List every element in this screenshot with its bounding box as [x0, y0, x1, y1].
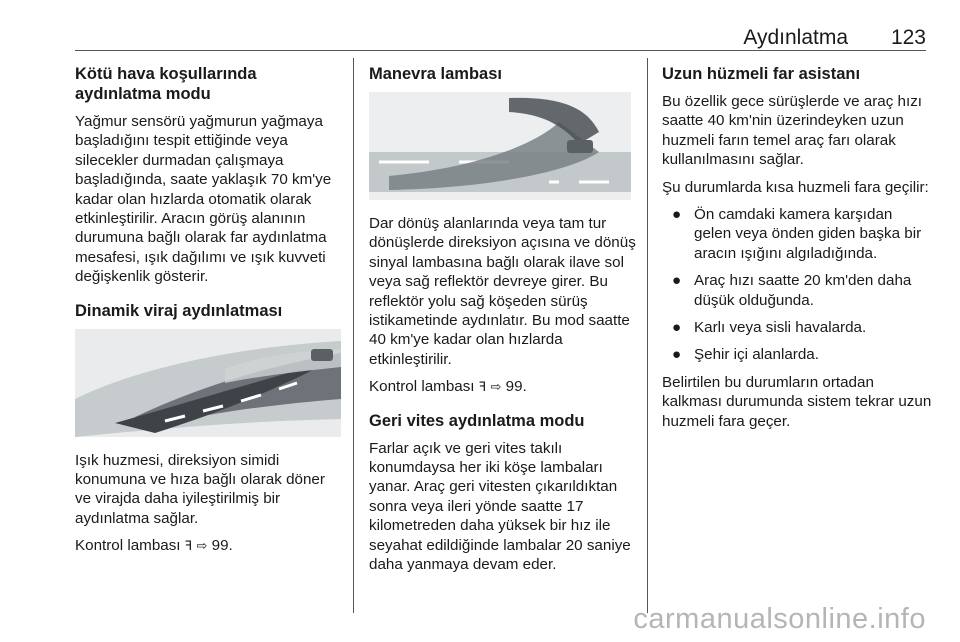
list-item: ● Ön camdaki kamera karşıdan gelen veya önden giden başka bir aracın ışığını algıladığında.: [672, 206, 922, 262]
page-ref-arrow-icon: ⇨: [196, 538, 208, 554]
list-item: ● Karlı veya sisli havalarda.: [672, 319, 867, 337]
heading-dynamic-curve-lighting: Dinamik viraj aydınlatması: [75, 301, 283, 320]
heading-bad-weather-lighting: Kötü hava koşullarında aydınlatma modu: [75, 65, 257, 103]
condition-list: [662, 205, 932, 365]
column-2: [369, 64, 637, 583]
bullet-icon: ●: [672, 206, 682, 224]
bullet-icon: ●: [672, 346, 682, 364]
paragraph: Bu özellik gece sürüşlerde ve araç hızı saatte 40 km'nin üzerindeyken uzun huzmeli farın temel araç farı olarak kullanılmasını sağlar.: [662, 93, 923, 169]
paragraph: Işık huzmesi, direksiyon simidi konumuna ve hıza bağlı olarak döner ve virajda daha iyileştirilmiş bir aydınlatma sağlar.: [75, 451, 325, 527]
page-ref: 99.: [505, 378, 527, 396]
paragraph: Farlar açık ve geri vites takılı konumdaysa her iki köşe lambaları yanar. Araç geri vitesten çıkarıldıktan sonra veya ileri yönde saatte 17 kilometreden daha yüksek bir hız ile seyahat edildiğinde lambalar 20 saniye daha yanmaya devam eder.: [369, 439, 631, 574]
curve-lighting-illustration: [75, 329, 341, 437]
bullet-icon: ●: [672, 319, 682, 337]
paragraph: Yağmur sensörü yağmurun yağmaya başladığını tespit ettiğinde veya silecekler durmadan çalışmaya başladığında, saate yaklaşık 70 km'ye kadar olan hızlarda otomatik olarak etkinleştirilir. Aracın görüş alanının durumuna bağlı olarak far aydınlatma mesafesi, ışık dağılımı ve ışık kuvveti değişkenlik gösterir.: [75, 113, 332, 286]
page-header: [0, 0, 960, 50]
heading-cornering-light: Manevra lambası: [369, 65, 502, 83]
control-lamp-label: Kontrol lambası: [75, 537, 181, 555]
paragraph: Şu durumlarda kısa huzmeli fara geçilir:: [662, 178, 929, 196]
page-ref: 99.: [211, 537, 233, 555]
control-lamp-reference: [75, 536, 343, 555]
control-lamp-label: Kontrol lambası: [369, 378, 475, 396]
bullet-icon: ●: [672, 272, 682, 290]
header-rule: [75, 50, 926, 51]
list-item: ● Şehir içi alanlarda.: [672, 346, 819, 364]
paragraph: Belirtilen bu durumların ortadan kalkması durumunda sistem tekrar uzun huzmeli fara geçer.: [662, 373, 932, 430]
list-item: ● Araç hızı saatte 20 km'den daha düşük olduğunda.: [672, 272, 912, 309]
heading-reverse-lighting: Geri vites aydınlatma modu: [369, 411, 585, 430]
column-1: [75, 64, 343, 564]
page-number: 123: [890, 26, 926, 49]
column-divider: [647, 58, 648, 613]
curve-light-lamp-icon: ꟻ: [478, 379, 487, 395]
column-3: [662, 64, 932, 439]
paragraph: Dar dönüş alanlarında veya tam tur dönüşlerde direksiyon açısına ve dönüş sinyal lambasına bağlı olarak ilave sol veya sağ reflektör devreye girer. Bu reflektör yolu sağ köşeden sürüş istikametinde aydınlatır. Bu mod saatte 40 km'ye kadar olan hızlarda etkinleştirilir.: [369, 215, 636, 368]
curve-light-lamp-icon: ꟻ: [184, 538, 193, 554]
section-title: Aydınlatma: [743, 26, 848, 49]
control-lamp-reference: [369, 377, 637, 396]
cornering-light-illustration: [369, 92, 631, 200]
page-ref-arrow-icon: ⇨: [490, 379, 502, 395]
column-divider: [353, 58, 354, 613]
watermark: carmanualsonline.info: [633, 603, 926, 635]
heading-high-beam-assist: Uzun hüzmeli far asistanı: [662, 65, 861, 83]
